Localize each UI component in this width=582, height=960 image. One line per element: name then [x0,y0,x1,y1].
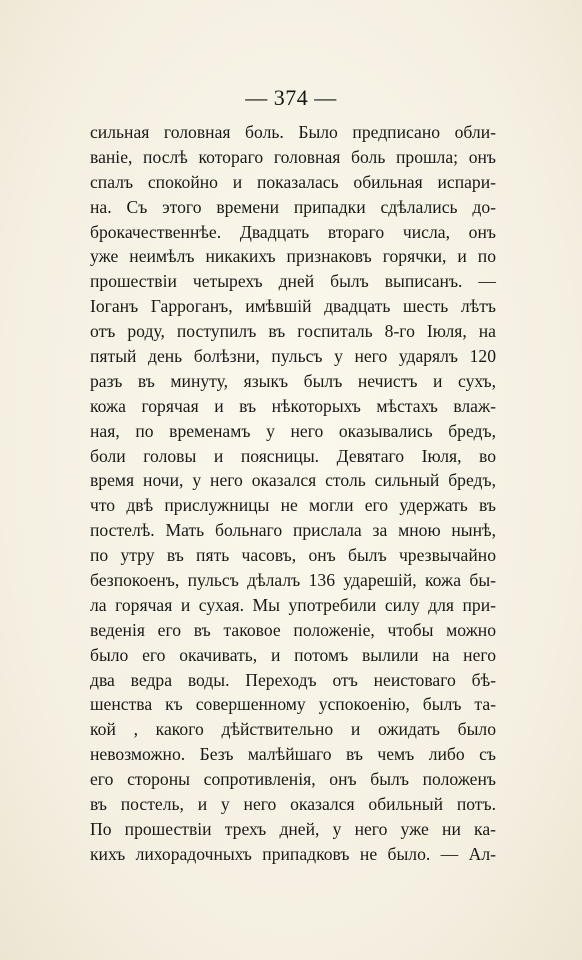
text-line: въ постель, и у него оказался обильный потъ. [90,794,496,815]
text-line: безпокоенъ, пульсъ дѣлалъ 136 ударешій, кожа бы- [90,570,496,591]
text-line: шенства къ совершенному успокоенію, былъ та- [90,694,496,715]
text-line: уже неимѣлъ никакихъ признаковъ горячки, и по [90,246,496,267]
text-line: невозможно. Безъ малѣйшаго въ чемъ либо съ [90,744,496,765]
text-line: кихъ лихорадочныхъ припадковъ не было. — Ал- [90,843,496,864]
text-line: боли головы и поясницы. Девятаго Іюля, во [90,445,496,466]
text-line: на. Съ этого времени припадки сдѣлались до- [90,196,496,217]
text-line: по утру въ пять часовъ, онъ былъ чрезвычайно [90,545,496,566]
text-line: время ночи, у него оказался столь сильный бредъ, [90,470,496,491]
body-text [90,120,496,867]
text-line: веденія его въ таковое положеніе, чтобы можно [90,619,496,640]
text-line: По прошествіи трехъ дней, у него уже ни ка- [90,818,496,839]
text-line: постелѣ. Мать больнаго прислала за мною нынѣ, [90,520,496,541]
text-line: брокачественнѣе. Двадцать втораго числа, онъ [90,221,496,242]
page-number: — 374 — [245,85,337,110]
text-line: пятый день болѣзни, пульсъ у него ударялъ 120 [90,346,496,367]
text-line: ная, по временамъ у него оказывались бредъ, [90,420,496,441]
text-line: ваніе, послѣ котораго головная боль прошла; онъ [90,146,496,167]
text-line: спалъ спокойно и показалась обильная испари- [90,171,496,192]
text-line: Іоганъ Гарроганъ, имѣвшій двадцать шесть лѣтъ [90,296,496,317]
text-line: было его окачивать, и потомъ вылили на него [90,644,496,665]
text-line: разъ въ минуту, языкъ былъ нечистъ и сухъ, [90,370,496,391]
text-line: прошествіи четырехъ дней былъ выписанъ. — [90,271,496,292]
text-line: кожа горячая и въ нѣкоторыхъ мѣстахъ влаж- [90,395,496,416]
text-line: сильная головная боль. Было предписано обли- [90,122,496,142]
text-line: отъ роду, поступилъ въ госпиталь 8-го Іюля, на [90,321,496,342]
text-line: что двѣ прислужницы не могли его удержать въ [90,495,496,516]
text-line: ла горячая и сухая. Мы употребили силу для при- [90,594,496,615]
text-line: кой , какого дѣйствительно и ожидать было [90,719,496,740]
text-line: его стороны сопротивленія, онъ былъ положенъ [90,769,496,790]
text-line: два ведра воды. Переходъ отъ неистоваго бѣ- [90,669,496,690]
